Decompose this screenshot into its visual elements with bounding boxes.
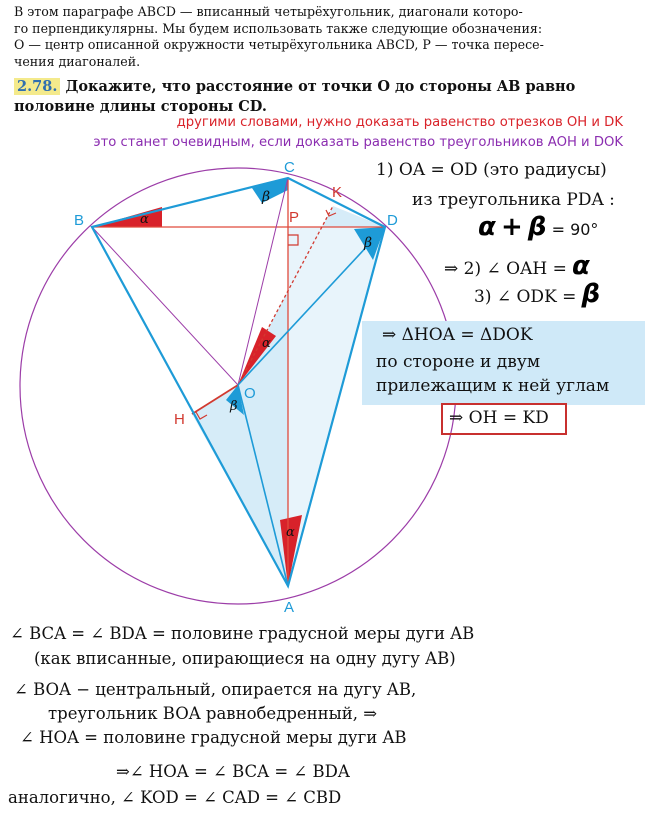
label-o: O	[244, 385, 256, 402]
note-purple: это станет очевидным, если доказать равенство треугольников AOH и DOK	[93, 135, 623, 150]
label-k: K	[332, 184, 343, 201]
alpha-label-o: α	[262, 336, 271, 351]
step-2-text: ⇒ 2) ∠ OAH =	[444, 259, 567, 279]
sum-plus: +	[500, 212, 523, 242]
bottom-line-3: ∠ BOA − центральный, опирается на дугу AB,	[14, 680, 417, 699]
label-b: B	[74, 212, 85, 229]
problem-line-1: Докажите, что расстояние от точки O до стороны AB равно	[65, 78, 576, 95]
intro-line-1: В этом параграфе ABCD — вписанный четырёхугольник, диагонали которо-	[14, 4, 523, 19]
congruence-statement: ⇒ ΔHOA = ΔDOK	[382, 325, 533, 345]
label-h: H	[174, 411, 185, 428]
label-d: D	[387, 212, 398, 229]
problem-number: 2.78.	[14, 78, 60, 95]
bottom-line-4: треугольник BOA равнобедренный, ⇒	[48, 704, 378, 723]
alpha-label-b: α	[140, 212, 149, 227]
bottom-line-5: ∠ HOA = половине градусной меры дуги AB	[20, 728, 407, 747]
intro-line-4: чения диагоналей.	[14, 53, 141, 69]
label-a: A	[284, 599, 295, 616]
angle-sum	[478, 212, 598, 242]
note-red: другими словами, нужно доказать равенство отрезков OH и DK	[176, 115, 623, 130]
bottom-line-7: аналогично, ∠ KOD = ∠ CAD = ∠ CBD	[8, 788, 342, 807]
step-2	[444, 251, 590, 281]
problem-line-2: половине длины стороны CD.	[14, 98, 267, 115]
sum-alpha: α	[478, 212, 496, 242]
sum-equals: = 90°	[551, 220, 599, 239]
step-3-value: β	[581, 279, 601, 309]
sum-beta: β	[527, 212, 547, 242]
beta-label-c: β	[262, 189, 271, 205]
step-3	[474, 279, 600, 309]
intro-line-3: O — центр описанной окружности четырёхугольника ABCD, P — точка пересе-	[14, 37, 544, 52]
beta-label-o: β	[230, 399, 238, 414]
beta-label-d: β	[364, 235, 373, 251]
step-1: 1) OA = OD (это радиусы)	[376, 160, 607, 180]
bottom-line-6: ⇒∠ HOA = ∠ BCA = ∠ BDA	[116, 762, 350, 781]
alpha-label-a: α	[286, 525, 295, 540]
from-triangle: из треугольника PDA :	[412, 190, 615, 210]
step-2-value: α	[571, 251, 590, 281]
congruence-reason-1: по стороне и двум	[376, 352, 541, 372]
bottom-line-1: ∠ BCA = ∠ BDA = половине градусной меры дуги AB	[10, 624, 475, 643]
bottom-line-2: (как вписанные, опирающиеся на одну дугу AB)	[34, 649, 456, 668]
label-p: P	[289, 209, 300, 226]
step-3-text: 3) ∠ ODK =	[474, 287, 577, 307]
congruence-reason-2: прилежащим к ней углам	[376, 376, 610, 396]
result-text: ⇒ OH = KD	[449, 408, 549, 428]
label-c: C	[284, 159, 295, 176]
intro-line-2: го перпендикулярны. Мы будем использовать также следующие обозначения:	[14, 20, 543, 36]
